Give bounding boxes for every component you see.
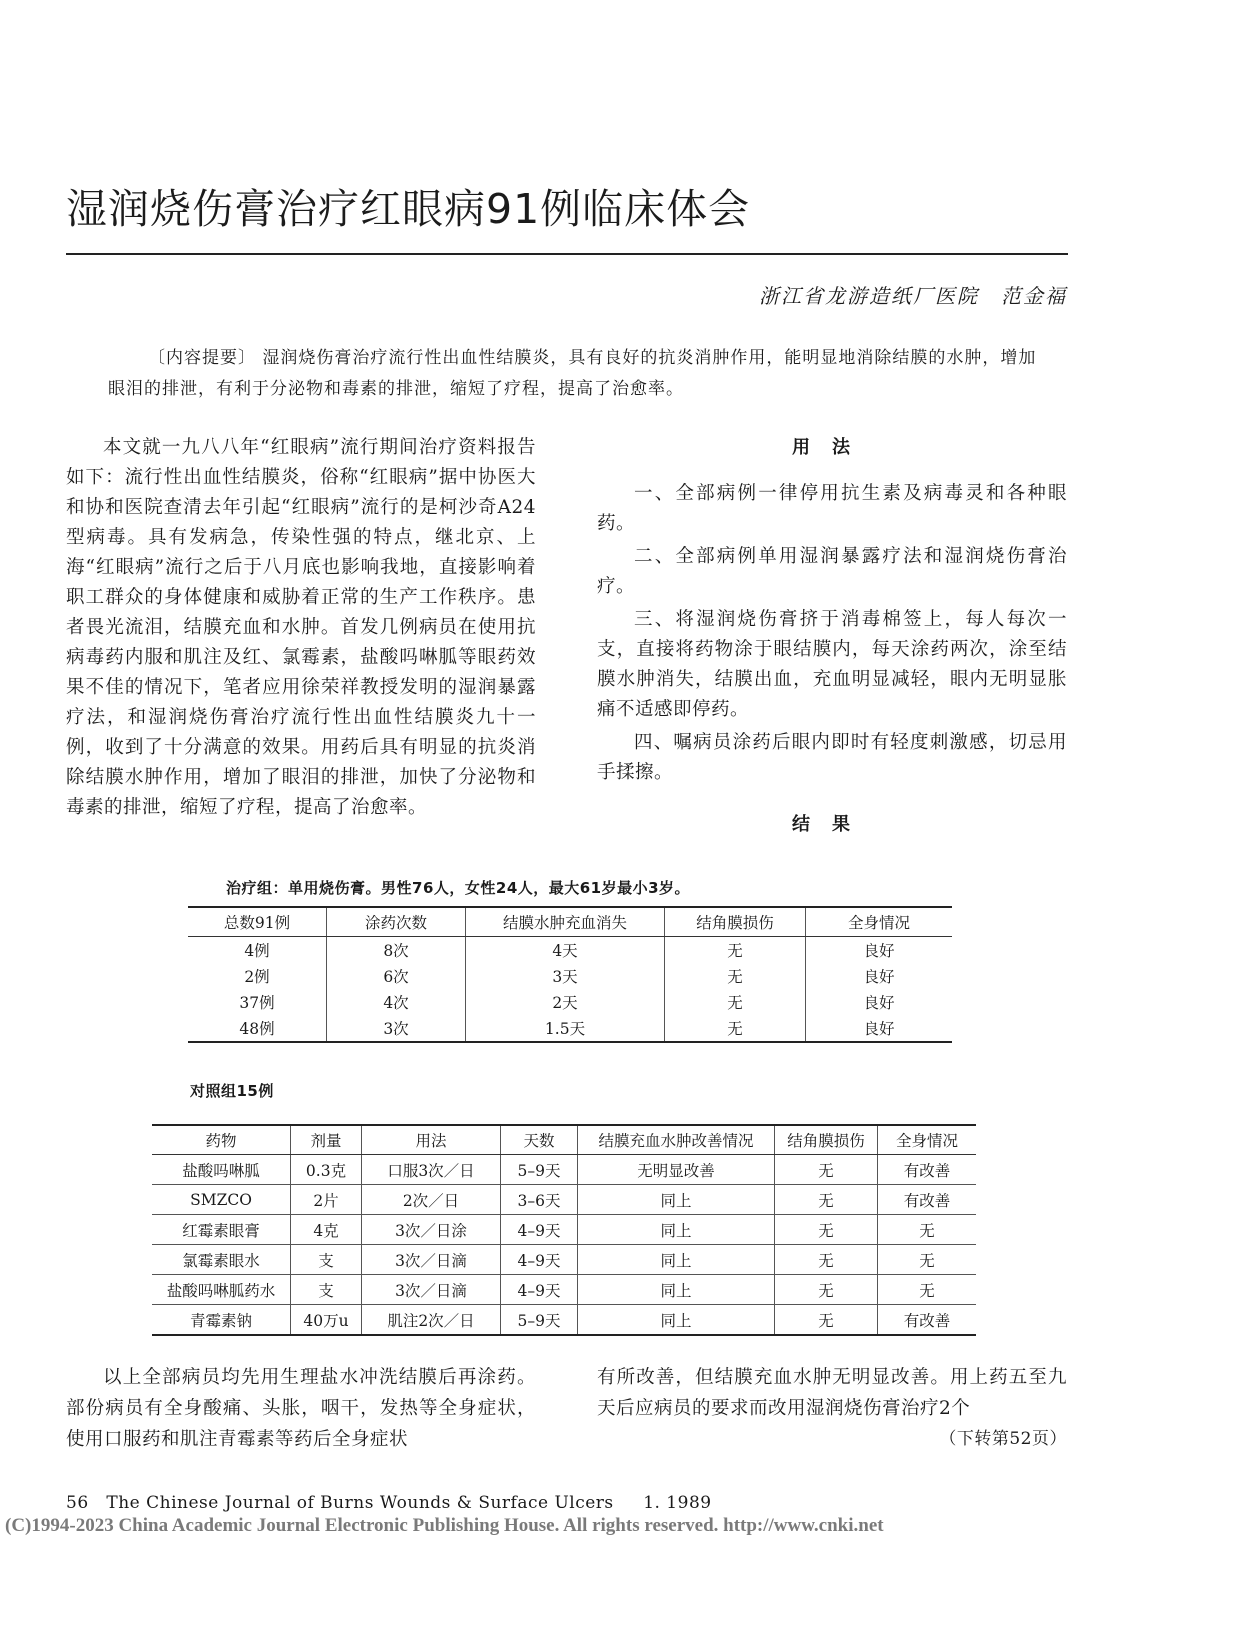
bottom-left-paragraph: 以上全部病员均先用生理盐水冲洗结膜后再涂药。部份病员有全身酸痛、头胀，咽干，发热等全身症状，使用口服药和肌注青霉素等药后全身症状 xyxy=(66,1367,536,1450)
column-header: 结角膜损伤 xyxy=(665,907,806,937)
table-cell: 同上 xyxy=(578,1275,775,1305)
table-cell: 良好 xyxy=(863,1020,895,1038)
table-cell: 3次／日滴 xyxy=(362,1275,501,1305)
table-row xyxy=(152,1155,976,1185)
intro-column xyxy=(66,433,536,823)
usage-item: 四、嘱病员涂药后眼内即时有轻度刺激感，切忌用手揉擦。 xyxy=(597,732,1067,783)
table-cell: 无 xyxy=(665,1015,806,1042)
table-cell: 无 xyxy=(665,963,806,989)
table-cell: 无 xyxy=(775,1215,878,1245)
column-header: 天数 xyxy=(501,1125,578,1155)
table-cell: 4天 xyxy=(466,937,665,964)
table-cell: 同上 xyxy=(578,1215,775,1245)
table-cell: 2片 xyxy=(291,1185,362,1215)
page-number: 56 xyxy=(66,1493,89,1513)
table-cell: 40万u xyxy=(291,1305,362,1336)
table-cell: 3次／日滴 xyxy=(362,1245,501,1275)
table-cell: 8次 xyxy=(327,937,466,964)
column-header: 结膜充血水肿改善情况 xyxy=(578,1125,775,1155)
table-cell: 1.5天 xyxy=(466,1015,665,1042)
table-cell: 有改善 xyxy=(878,1185,977,1215)
table-row xyxy=(152,1275,976,1305)
control-group-table xyxy=(152,1124,976,1336)
table-cell: 无 xyxy=(775,1245,878,1275)
table-cell: 3次 xyxy=(327,1015,466,1042)
table-cell: 无 xyxy=(665,937,806,964)
usage-item: 三、将湿润烧伤膏挤于消毒棉签上，每人每次一支，直接将药物涂于眼结膜内，每天涂药两次，涂至结膜水肿消失，结膜出血，充血明显减轻，眼内无明显胀痛不适感即停药。 xyxy=(597,609,1067,720)
table-cell: 2次／日 xyxy=(362,1185,501,1215)
abstract-label: 〔内容提要〕 xyxy=(148,348,256,368)
table-cell: 无 xyxy=(878,1215,977,1245)
table-cell: 5–9天 xyxy=(501,1155,578,1185)
table-cell: 青霉素钠 xyxy=(152,1305,291,1336)
table-cell: 4–9天 xyxy=(501,1245,578,1275)
column-header: 全身情况 xyxy=(806,907,953,937)
usage-column xyxy=(597,433,1067,856)
table-cell: 3次／日涂 xyxy=(362,1215,501,1245)
table-cell: 盐酸吗啉胍药水 xyxy=(152,1275,291,1305)
column-header: 涂药次数 xyxy=(327,907,466,937)
table-cell: 无 xyxy=(878,1275,977,1305)
table-cell: 2天 xyxy=(466,989,665,1015)
bottom-left-column xyxy=(66,1362,536,1455)
title-rule xyxy=(66,253,1068,255)
column-header: 药物 xyxy=(152,1125,291,1155)
usage-item: 二、全部病例单用湿润暴露疗法和湿润烧伤膏治疗。 xyxy=(597,546,1067,597)
table-row xyxy=(152,1245,976,1275)
table1-caption: 治疗组：单用烧伤膏。男性76人，女性24人，最大61岁最小3岁。 xyxy=(226,879,691,897)
table-cell: 红霉素眼膏 xyxy=(152,1215,291,1245)
table-cell: 盐酸吗啉胍 xyxy=(152,1155,291,1185)
treatment-group-table xyxy=(188,906,952,1043)
table-cell: 同上 xyxy=(578,1245,775,1275)
table-row xyxy=(152,1185,976,1215)
table-cell: 支 xyxy=(291,1275,362,1305)
table-cell: 37例 xyxy=(188,989,327,1015)
table-row xyxy=(152,1215,976,1245)
page-footer xyxy=(66,1493,712,1513)
table-row xyxy=(188,989,952,1015)
column-header: 用法 xyxy=(362,1125,501,1155)
article-title: 湿润烧伤膏治疗红眼病91例临床体会 xyxy=(66,185,751,233)
table-cell: 支 xyxy=(291,1245,362,1275)
column-header: 总数91例 xyxy=(188,907,327,937)
table-cell: 3–6天 xyxy=(501,1185,578,1215)
results-heading: 结果 xyxy=(792,814,872,835)
table-row xyxy=(152,1305,976,1336)
table-cell: 6次 xyxy=(327,963,466,989)
table-cell: 良好 xyxy=(863,968,895,986)
table-cell: SMZCO xyxy=(152,1185,291,1215)
column-header: 全身情况 xyxy=(878,1125,977,1155)
table-row xyxy=(188,1015,952,1042)
author-affiliation: 浙江省龙游造纸厂医院 范金福 xyxy=(759,284,1067,308)
intro-paragraph: 本文就一九八八年“红眼病”流行期间治疗资料报告如下：流行性出血性结膜炎，俗称“红眼病”据中协医大和协和医院查清去年引起“红眼病”流行的是柯沙奇A24型病毒。具有发病急，传染性强的特点，继北京、上海“红眼病”流行之后于八月底也影响我地，直接影响着职工群众的身体健康和威胁着正常的生产工作秩序。患者畏光流泪，结膜充血和水肿。首发几例病员在使用抗病毒药内服和肌注及红、氯霉素，盐酸吗啉胍等眼药效果不佳的情况下，笔者应用徐荣祥教授发明的湿润暴露疗法，和湿润烧伤膏治疗流行性出血性结膜炎九十一例，收到了十分满意的效果。用药后具有明显的抗炎消除结膜水肿作用，增加了眼泪的排泄，加快了分泌物和毒素的排泄，缩短了疗程，提高了治愈率。 xyxy=(66,437,536,818)
table-cell: 肌注2次／日 xyxy=(362,1305,501,1336)
bottom-right-column xyxy=(597,1362,1067,1455)
table-row xyxy=(188,937,952,964)
table-cell: 良好 xyxy=(863,942,895,960)
table-cell: 4–9天 xyxy=(501,1275,578,1305)
usage-item: 一、全部病例一律停用抗生素及病毒灵和各种眼药。 xyxy=(597,483,1067,534)
table-cell: 2例 xyxy=(188,963,327,989)
abstract-text: 湿润烧伤膏治疗流行性出血性结膜炎，具有良好的抗炎消肿作用，能明显地消除结膜的水肿，增加眼泪的排泄，有利于分泌物和毒素的排泄，缩短了疗程，提高了治愈率。 xyxy=(108,348,1037,399)
table-cell: 3天 xyxy=(466,963,665,989)
table-cell: 良好 xyxy=(863,994,895,1012)
table-header-row xyxy=(188,907,952,937)
table-cell: 同上 xyxy=(578,1305,775,1336)
table-cell: 4例 xyxy=(188,937,327,964)
table-cell: 同上 xyxy=(578,1185,775,1215)
table-cell: 无 xyxy=(775,1155,878,1185)
table-cell: 氯霉素眼水 xyxy=(152,1245,291,1275)
bottom-right-paragraph: 有所改善，但结膜充血水肿无明显改善。用上药五至九天后应病员的要求而改用湿润烧伤膏治疗2个 xyxy=(597,1367,1067,1419)
table-cell: 有改善 xyxy=(903,1311,951,1330)
continued-note: （下转第52页） xyxy=(939,1429,1067,1449)
table-cell: 4克 xyxy=(291,1215,362,1245)
table-cell: 无 xyxy=(775,1305,878,1336)
usage-heading: 用法 xyxy=(792,437,872,458)
table-cell: 无 xyxy=(878,1245,977,1275)
table-cell: 48例 xyxy=(188,1015,327,1042)
table-cell: 有改善 xyxy=(878,1155,977,1185)
table-cell: 4次 xyxy=(327,989,466,1015)
table-header-row xyxy=(152,1125,976,1155)
journal-name: The Chinese Journal of Burns Wounds & Surface Ulcers xyxy=(106,1493,614,1513)
table-cell: 口服3次／日 xyxy=(362,1155,501,1185)
table-cell: 无 xyxy=(775,1275,878,1305)
table-cell: 无明显改善 xyxy=(578,1155,775,1185)
journal-issue: 1. 1989 xyxy=(643,1493,712,1513)
table-cell: 无 xyxy=(775,1185,878,1215)
table-cell: 无 xyxy=(665,989,806,1015)
column-header: 结膜水肿充血消失 xyxy=(466,907,665,937)
table-row xyxy=(188,963,952,989)
abstract xyxy=(108,343,1048,405)
table-cell: 4–9天 xyxy=(501,1215,578,1245)
copyright-watermark: (C)1994-2023 China Academic Journal Electronic Publishing House. All rights reserved. http://www.cnki.net xyxy=(5,1515,884,1536)
column-header: 结角膜损伤 xyxy=(775,1125,878,1155)
table2-caption: 对照组15例 xyxy=(190,1082,274,1100)
table-cell: 5–9天 xyxy=(501,1305,578,1336)
column-header: 剂量 xyxy=(291,1125,362,1155)
table-cell: 0.3克 xyxy=(291,1155,362,1185)
